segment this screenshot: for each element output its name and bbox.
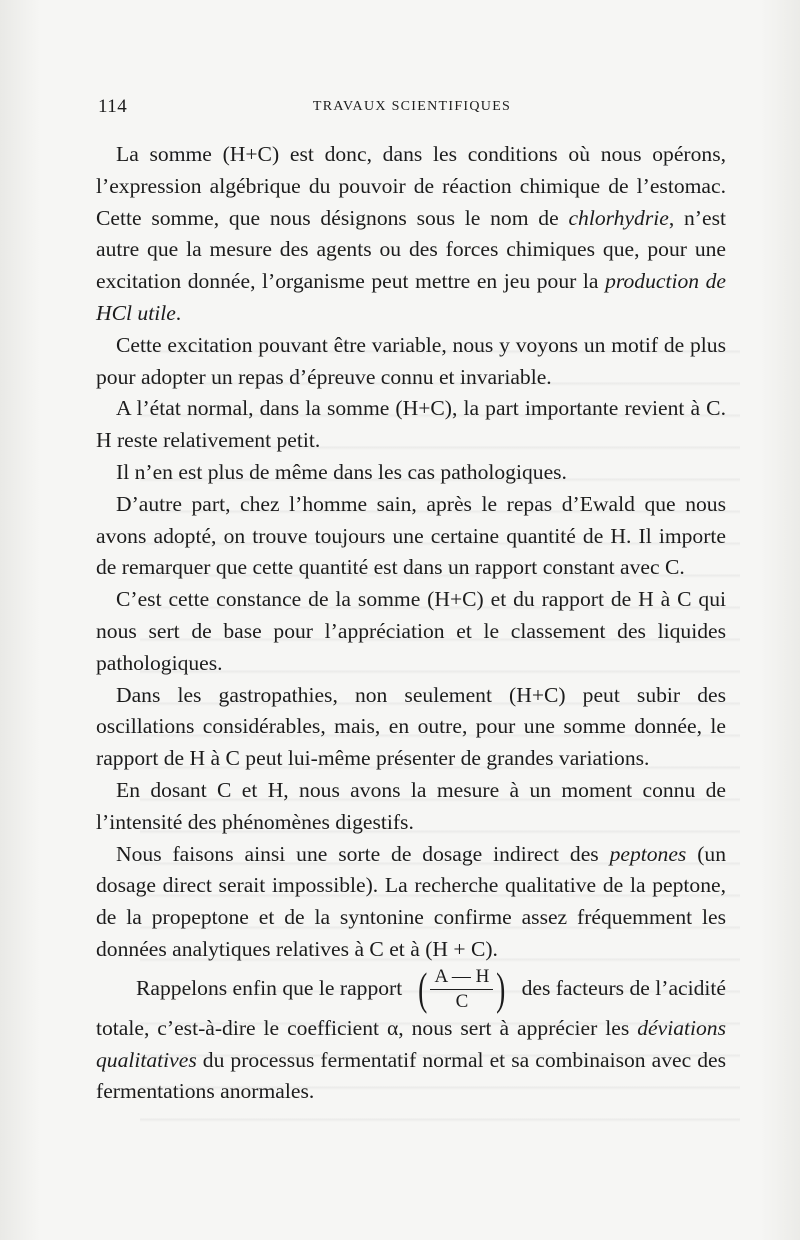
paragraph-6: C’est cette constance de la somme (H+C) et du rapport de H à C qui nous sert de base pour l’appréciation et le classement des liquides pathologiques. [96,587,726,675]
running-title: TRAVAUX SCIENTIFIQUES [312,99,512,114]
paragraph-8: En dosant C et H, nous avons la mesure à un moment connu de l’intensité des phénomènes digestifs. [96,777,726,834]
paragraph-10-continued: totale, c’est-à-dire le coefficient α, nous sert à apprécier les déviations qualitatives du processus fermentatif normal et sa combinaison avec des fermentations anormales. [96,1015,726,1104]
term-deviations-qualitatives: déviations qualitatives [96,1015,726,1072]
right-paren: ) [496,963,506,1015]
term-production-hcl: production de HCl utile [96,269,726,325]
fraction [430,966,493,1013]
term-chlorhydrie: chlorhydrie [568,205,669,230]
ratio-formula [415,963,509,1015]
page-number: 114 [98,96,128,117]
paragraph-4: Il n’en est plus de même dans les cas pathologiques. [116,459,567,484]
paragraph-2: Cette excitation pouvant être variable, nous y voyons un motif de plus pour adopter un repas d’épreuve connu et invariable. [96,332,726,389]
paragraph-1: La somme (H+C) est donc, dans les conditions où nous opérons, l’expression algébrique du pouvoir de réaction chimique de l’estomac. Cette somme, que nous désignons sous le nom de chlorhydrie, n’est autre que la mesure des agents ou des forces chimiques que, pour une excitation donnée, l’organisme peut mettre en jeu pour la production de HCl utile. [96,142,726,325]
paragraph-3: A l’état normal, dans la somme (H+C), la part importante revient à C. H reste relativement petit. [96,396,726,453]
paragraph-10-formula-line: Rappelons enfin que le rapport ( $\frac{A — H}{C}$ ) des facteurs de l’acidité [136,963,726,1015]
fraction-numerator: A — H [430,966,493,990]
fraction-denominator: C [455,990,469,1012]
page-header [98,96,726,120]
body-text [96,139,726,1108]
paragraph-7: Dans les gastropathies, non seulement (H+C) peut subir des oscillations considérables, mais, en outre, pour une somme donnée, le rapport de H à C peut lui-même présenter de grandes variations. [96,682,726,771]
paragraph-9: Nous faisons ainsi une sorte de dosage indirect des peptones (un dosage direct serait impossible). La recherche qualitative de la peptone, de la propeptone et de la syntonine confirme assez fréquemment les données analytiques relatives à C et à (H + C). [96,841,726,961]
left-paren: ( [418,963,428,1015]
term-peptones: peptones [609,841,687,866]
paragraph-5: D’autre part, chez l’homme sain, après le repas d’Ewald que nous avons adopté, on trouve toujours une certaine quantité de H. Il importe de remarquer que cette quantité est dans un rapport constant avec C. [96,491,726,580]
